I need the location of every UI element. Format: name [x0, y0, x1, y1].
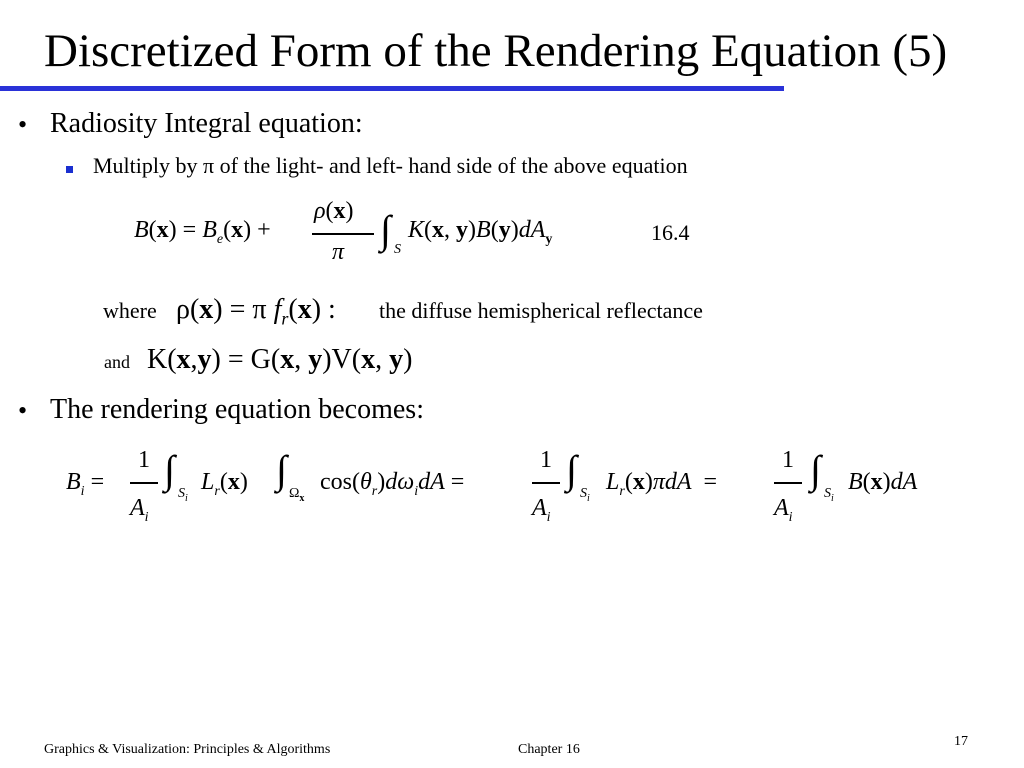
kernel-formula: K(x,y) = G(x, y)V(x, y): [147, 344, 413, 375]
subbullet-multiply: Multiply by π of the light- and left- hand side of the above equation: [93, 153, 688, 178]
slide-title: Discretized Form of the Rendering Equation (5): [44, 25, 948, 77]
bullet-radiosity: Radiosity Integral equation:: [50, 108, 363, 139]
equation-discretized: $B_i$ = 1 $A_i$ ∫ $S_i$ $L_r(x)$ ∫ $\Omega_x$ $\cos(\theta_r)d\omega_idA$ = 1 $A_i$ ∫ $S_i$ $L_r(x)\pi dA$ = 1 $A_i$ ∫ $S_i$ B(x)dA: [66, 447, 918, 525]
page-number: 17: [954, 734, 968, 749]
bullet-rendering: The rendering equation becomes:: [50, 394, 424, 425]
footer-chapter: Chapter 16: [518, 742, 580, 757]
equation-number: 16.4: [651, 220, 690, 245]
where-formula: ρ(x) = π $f_r(x)$ :: [176, 294, 336, 329]
where-description: the diffuse hemispherical reflectance: [379, 298, 703, 323]
bullet-marker: •: [18, 396, 28, 425]
footer-book-title: Graphics & Visualization: Principles & Algorithms: [44, 742, 331, 757]
and-label: and: [104, 352, 130, 372]
equation-radiosity: $B(x) = B_e(x)$ + ρ(x) π ∫ S K(x, $y)B(y)dA_y$: [134, 198, 553, 265]
where-label: where: [103, 298, 157, 323]
subbullet-marker: [66, 166, 73, 173]
title-underline: [0, 86, 784, 91]
bullet-marker: •: [18, 110, 28, 139]
